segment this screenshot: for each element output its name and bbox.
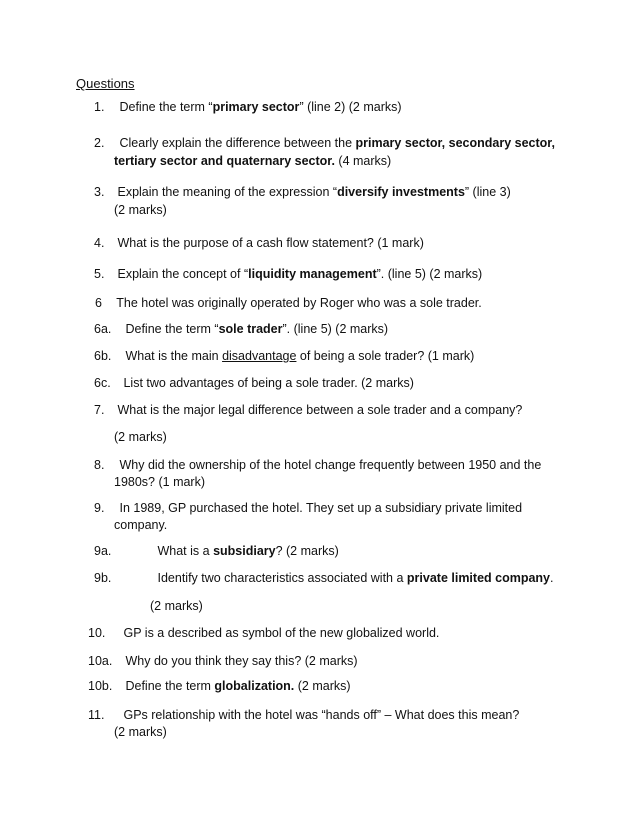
question-number: 9a. — [94, 544, 112, 558]
question-text: What is the main — [125, 349, 223, 363]
question-number: 3. — [94, 185, 105, 199]
question-text: Identify two characteristics associated with a — [157, 571, 407, 585]
question-9a — [94, 543, 339, 560]
question-11-marks: (2 marks) — [114, 725, 167, 739]
question-9-line-2: company. — [114, 518, 168, 532]
question-11 — [88, 707, 519, 724]
question-1 — [94, 99, 402, 116]
question-number: 10b. — [88, 679, 113, 693]
question-text: Define the term “ — [119, 100, 213, 114]
question-text: Explain the meaning of the expression “ — [117, 185, 338, 199]
question-text: Why did the ownership of the hotel change frequently between 1950 and the — [119, 458, 542, 472]
question-7-marks: (2 marks) — [114, 430, 167, 444]
question-7 — [94, 402, 522, 419]
bold-term: globalization. — [214, 679, 295, 693]
question-number: 10. — [88, 626, 106, 640]
bold-term: tertiary sector and quaternary sector. — [114, 154, 335, 168]
bold-term: primary sector — [212, 100, 300, 114]
question-text: ? (2 marks) — [275, 544, 339, 558]
question-number: 6b. — [94, 349, 112, 363]
bold-term: sole trader — [218, 322, 283, 336]
question-number: 11. — [88, 708, 105, 722]
question-text: What is a — [157, 544, 214, 558]
bold-term: private limited company — [406, 571, 551, 585]
question-text: GPs relationship with the hotel was “hands off” – What does this mean? — [123, 708, 520, 722]
question-number: 1. — [94, 100, 105, 114]
question-6 — [95, 295, 482, 312]
question-8 — [94, 457, 541, 474]
bold-term: subsidiary — [213, 544, 276, 558]
question-number: 10a. — [88, 654, 113, 668]
question-text: The hotel was originally operated by Roger who was a sole trader. — [116, 296, 482, 310]
question-text: ”. (line 5) (2 marks) — [282, 322, 389, 336]
question-text: Why do you think they say this? (2 marks) — [125, 654, 358, 668]
question-number: 9b. — [94, 571, 112, 585]
question-3-marks: (2 marks) — [114, 203, 167, 217]
question-6a — [94, 321, 388, 338]
question-text: . — [550, 571, 554, 585]
question-9b-marks: (2 marks) — [150, 599, 203, 613]
question-number: 6 — [95, 296, 102, 310]
question-text: Explain the concept of “ — [117, 267, 249, 281]
question-text: Define the term “ — [125, 322, 219, 336]
questions-heading: Questions — [76, 76, 135, 91]
question-text: List two advantages of being a sole trader. (2 marks) — [123, 376, 414, 390]
question-number: 4. — [94, 236, 105, 250]
question-number: 9. — [94, 501, 105, 515]
question-9b — [94, 570, 554, 587]
question-10b — [88, 678, 351, 695]
question-text: ” (line 3) — [464, 185, 511, 199]
question-5 — [94, 266, 482, 283]
question-text: (4 marks) — [334, 154, 392, 168]
question-text: What is the purpose of a cash flow statement? (1 mark) — [117, 236, 424, 250]
question-text: ” (line 2) (2 marks) — [299, 100, 402, 114]
question-text: ”. (line 5) (2 marks) — [376, 267, 483, 281]
question-text: In 1989, GP purchased the hotel. They set up a subsidiary private limited — [119, 501, 523, 515]
question-4 — [94, 235, 424, 252]
question-number: 2. — [94, 136, 105, 150]
question-text: Define the term — [125, 679, 215, 693]
question-6c — [94, 375, 414, 392]
question-10 — [88, 625, 439, 642]
question-3 — [94, 184, 511, 201]
question-9 — [94, 500, 522, 517]
question-text: What is the major legal difference between a sole trader and a company? — [117, 403, 523, 417]
question-number: 6a. — [94, 322, 112, 336]
question-text: Clearly explain the difference between the — [119, 136, 356, 150]
question-2 — [94, 135, 555, 152]
bold-term: primary sector, secondary sector, — [355, 136, 555, 150]
question-2-line-2 — [114, 153, 391, 170]
question-number: 5. — [94, 267, 105, 281]
question-6b — [94, 348, 474, 365]
question-text: GP is a described as symbol of the new globalized world. — [123, 626, 440, 640]
bold-term: liquidity management — [248, 267, 377, 281]
question-number: 8. — [94, 458, 105, 472]
question-10a — [88, 653, 358, 670]
question-text: of being a sole trader? (1 mark) — [296, 349, 475, 363]
question-number: 7. — [94, 403, 105, 417]
underlined-term: disadvantage — [222, 349, 297, 363]
question-number: 6c. — [94, 376, 111, 390]
question-8-line-2: 1980s? (1 mark) — [114, 475, 206, 489]
bold-term: diversify investments — [337, 185, 465, 199]
question-text: (2 marks) — [294, 679, 351, 693]
